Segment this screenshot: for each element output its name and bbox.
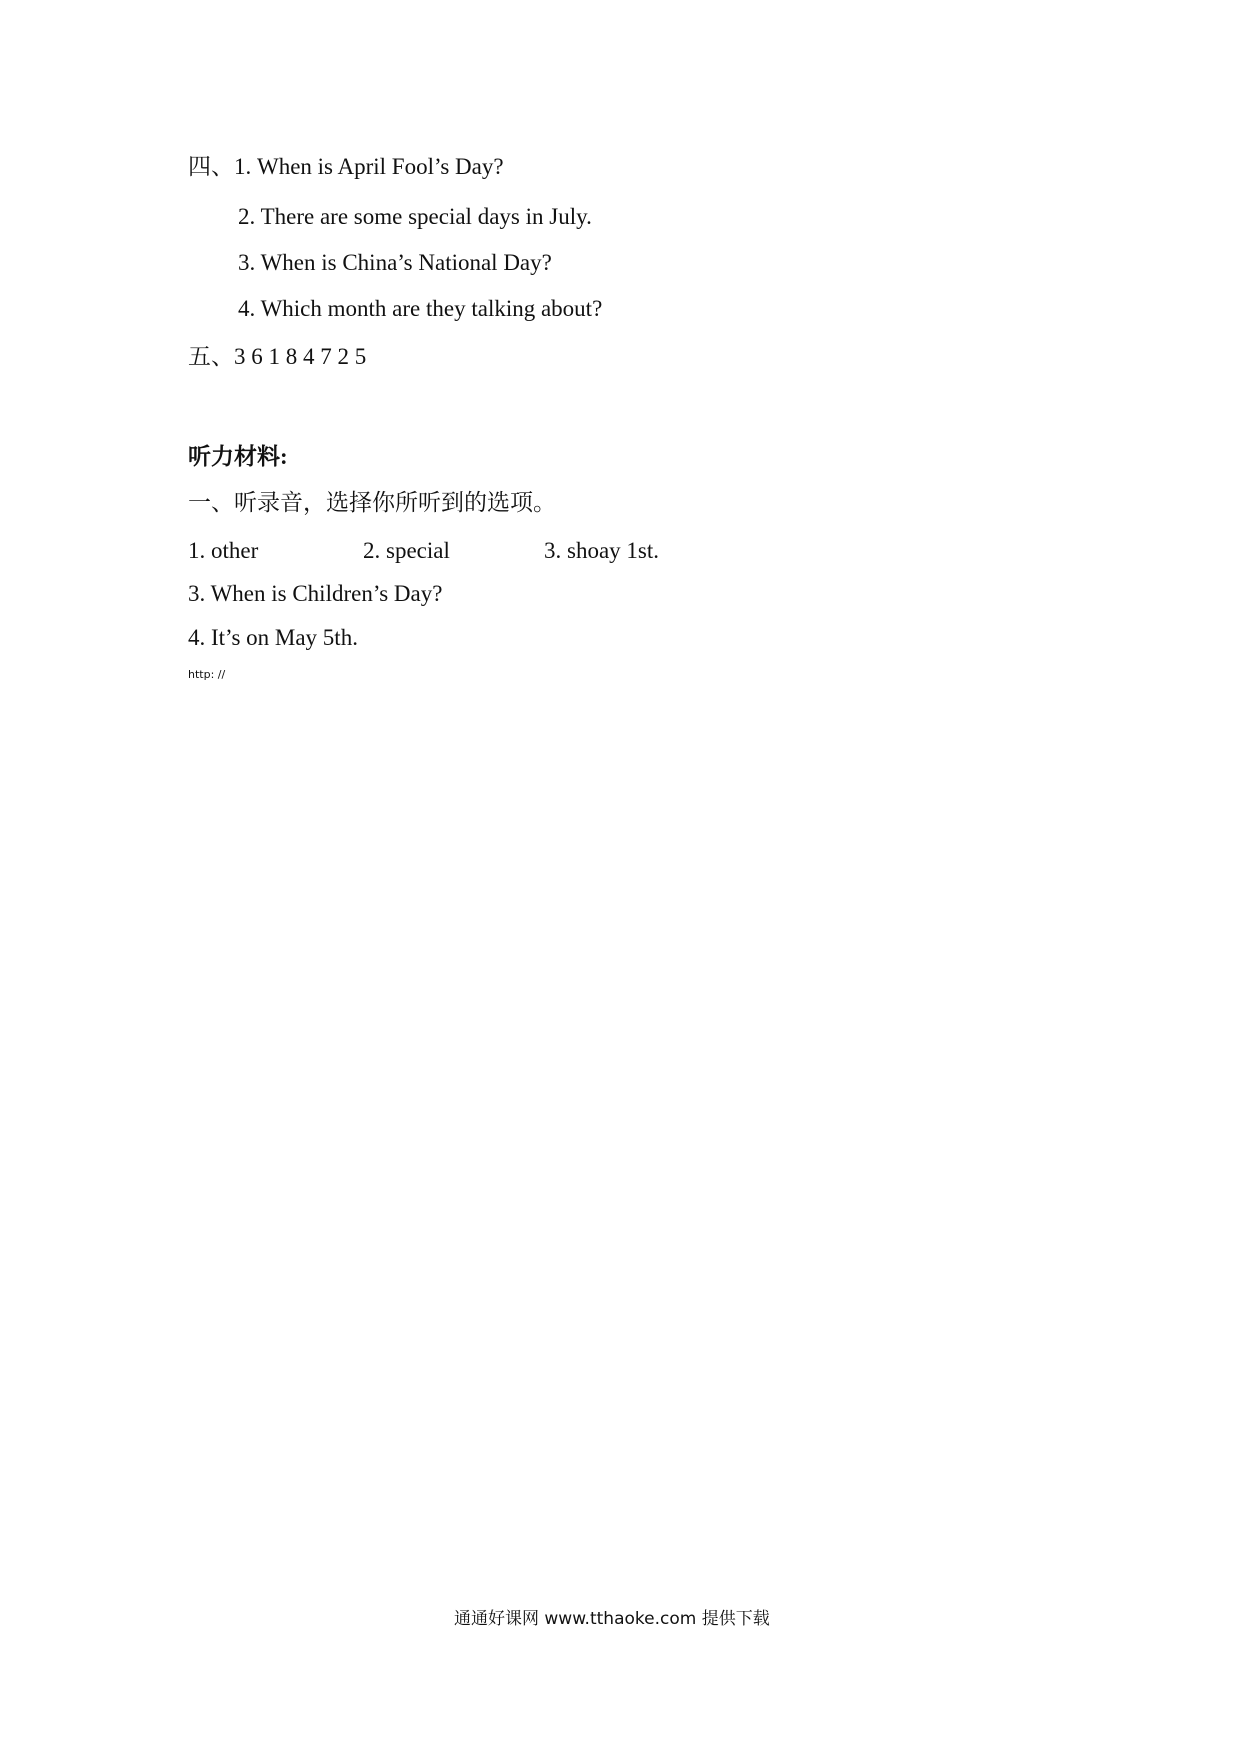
listening-line-4: 4. It’s on May 5th. — [188, 625, 358, 650]
section-5-answer: 3 6 1 8 4 7 2 5 — [234, 344, 367, 369]
section-4-item-2: 2. There are some special days in July. — [238, 204, 592, 229]
section-4-item-1: 1. When is April Fool’s Day? — [234, 154, 504, 179]
listening-part1-heading: 一、听录音，选择你所听到的选项。 — [188, 490, 556, 515]
option-2: 2. special — [363, 538, 450, 563]
option-1: 1. other — [188, 538, 259, 563]
section-4-first-line — [188, 152, 504, 182]
footer-credit: 通通好课网 www.tthaoke.com 提供下载 — [454, 1609, 770, 1629]
section-5-marker: 五、 — [188, 344, 234, 369]
section-4-item-3: 3. When is China’s National Day? — [238, 250, 552, 275]
listening-line-3: 3. When is Children’s Day? — [188, 581, 443, 606]
url-text: http: // — [188, 668, 226, 681]
section-5-line — [188, 342, 366, 372]
section-4-marker: 四、 — [188, 154, 234, 179]
listening-options-row — [188, 536, 708, 566]
section-4-item-4: 4. Which month are they talking about? — [238, 296, 603, 321]
listening-title: 听力材料: — [188, 444, 288, 469]
option-3: 3. shoay 1st. — [544, 538, 659, 563]
